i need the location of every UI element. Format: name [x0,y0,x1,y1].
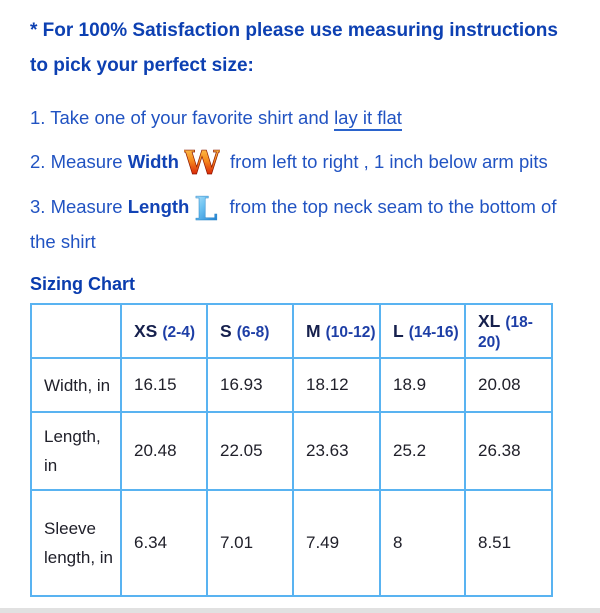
col-header-m [293,304,380,358]
step1-text: 1. Take one of your favorite shirt and [30,107,335,128]
instruction-step-1 [30,103,574,133]
lay-it-flat-underlined-text: lay it flat [334,107,402,131]
size-range: (6-8) [236,323,270,341]
col-header-xl [465,304,552,358]
row-label-length: Length, in [31,412,121,490]
width-term: Width [127,150,179,172]
cell-length-xs: 20.48 [121,412,207,490]
size-guide-content [0,13,600,597]
step2-text: 2. Measure [30,150,128,172]
satisfaction-note [30,13,574,83]
instruction-step-2 [30,145,574,181]
instruction-step-3 [30,190,574,257]
size-label: XL [478,310,501,331]
size-range: (2-4) [162,323,196,341]
size-label: M [306,320,321,341]
cell-length-m: 23.63 [293,412,380,490]
cell-width-l: 18.9 [380,358,465,412]
length-row [31,412,552,490]
sizing-table-header-row [31,304,552,358]
width-w-icon [184,145,220,181]
cell-width-xl: 20.08 [465,358,552,412]
cell-width-xs: 16.15 [121,358,207,412]
col-header-s [207,304,293,358]
step3-text-suffix: from the top neck seam to the bottom of the shirt [30,195,557,252]
step3-text: 3. Measure [30,195,128,217]
sleeve-length-row [31,490,552,596]
bottom-edge-band [0,608,600,613]
satisfaction-note-line1: * For 100% Satisfaction please use measuring instructions [30,20,558,41]
row-label-width: Width, in [31,358,121,412]
size-label: S [220,320,232,341]
cell-sleeve-l: 8 [380,490,465,596]
sizing-chart-title: Sizing Chart [30,274,136,294]
size-label: L [393,320,404,341]
length-l-icon [194,190,219,226]
cell-sleeve-s: 7.01 [207,490,293,596]
row-label-sleeve-length: Sleeve length, in [31,490,121,596]
length-term: Length [127,195,190,217]
size-range: (10-12) [325,323,376,341]
sizing-table [30,303,553,597]
size-range: (14-16) [408,323,459,341]
size-range: (18-20) [478,313,533,351]
corner-cell [31,304,121,358]
width-w-icon-glyph: W [183,145,220,181]
step2-text-suffix: from left to right , 1 inch below arm pits [224,150,548,172]
cell-width-m: 18.12 [293,358,380,412]
cell-length-s: 22.05 [207,412,293,490]
cell-sleeve-xs: 6.34 [121,490,207,596]
col-header-xs [121,304,207,358]
cell-length-xl: 26.38 [465,412,552,490]
cell-sleeve-xl: 8.51 [465,490,552,596]
cell-length-l: 25.2 [380,412,465,490]
size-label: XS [134,320,158,341]
col-header-l [380,304,465,358]
satisfaction-note-line2: to pick your perfect size: [30,55,254,76]
cell-sleeve-m: 7.49 [293,490,380,596]
length-l-icon-glyph: L [194,190,218,226]
cell-width-s: 16.93 [207,358,293,412]
width-row [31,358,552,412]
size-guide-panel [0,13,600,613]
